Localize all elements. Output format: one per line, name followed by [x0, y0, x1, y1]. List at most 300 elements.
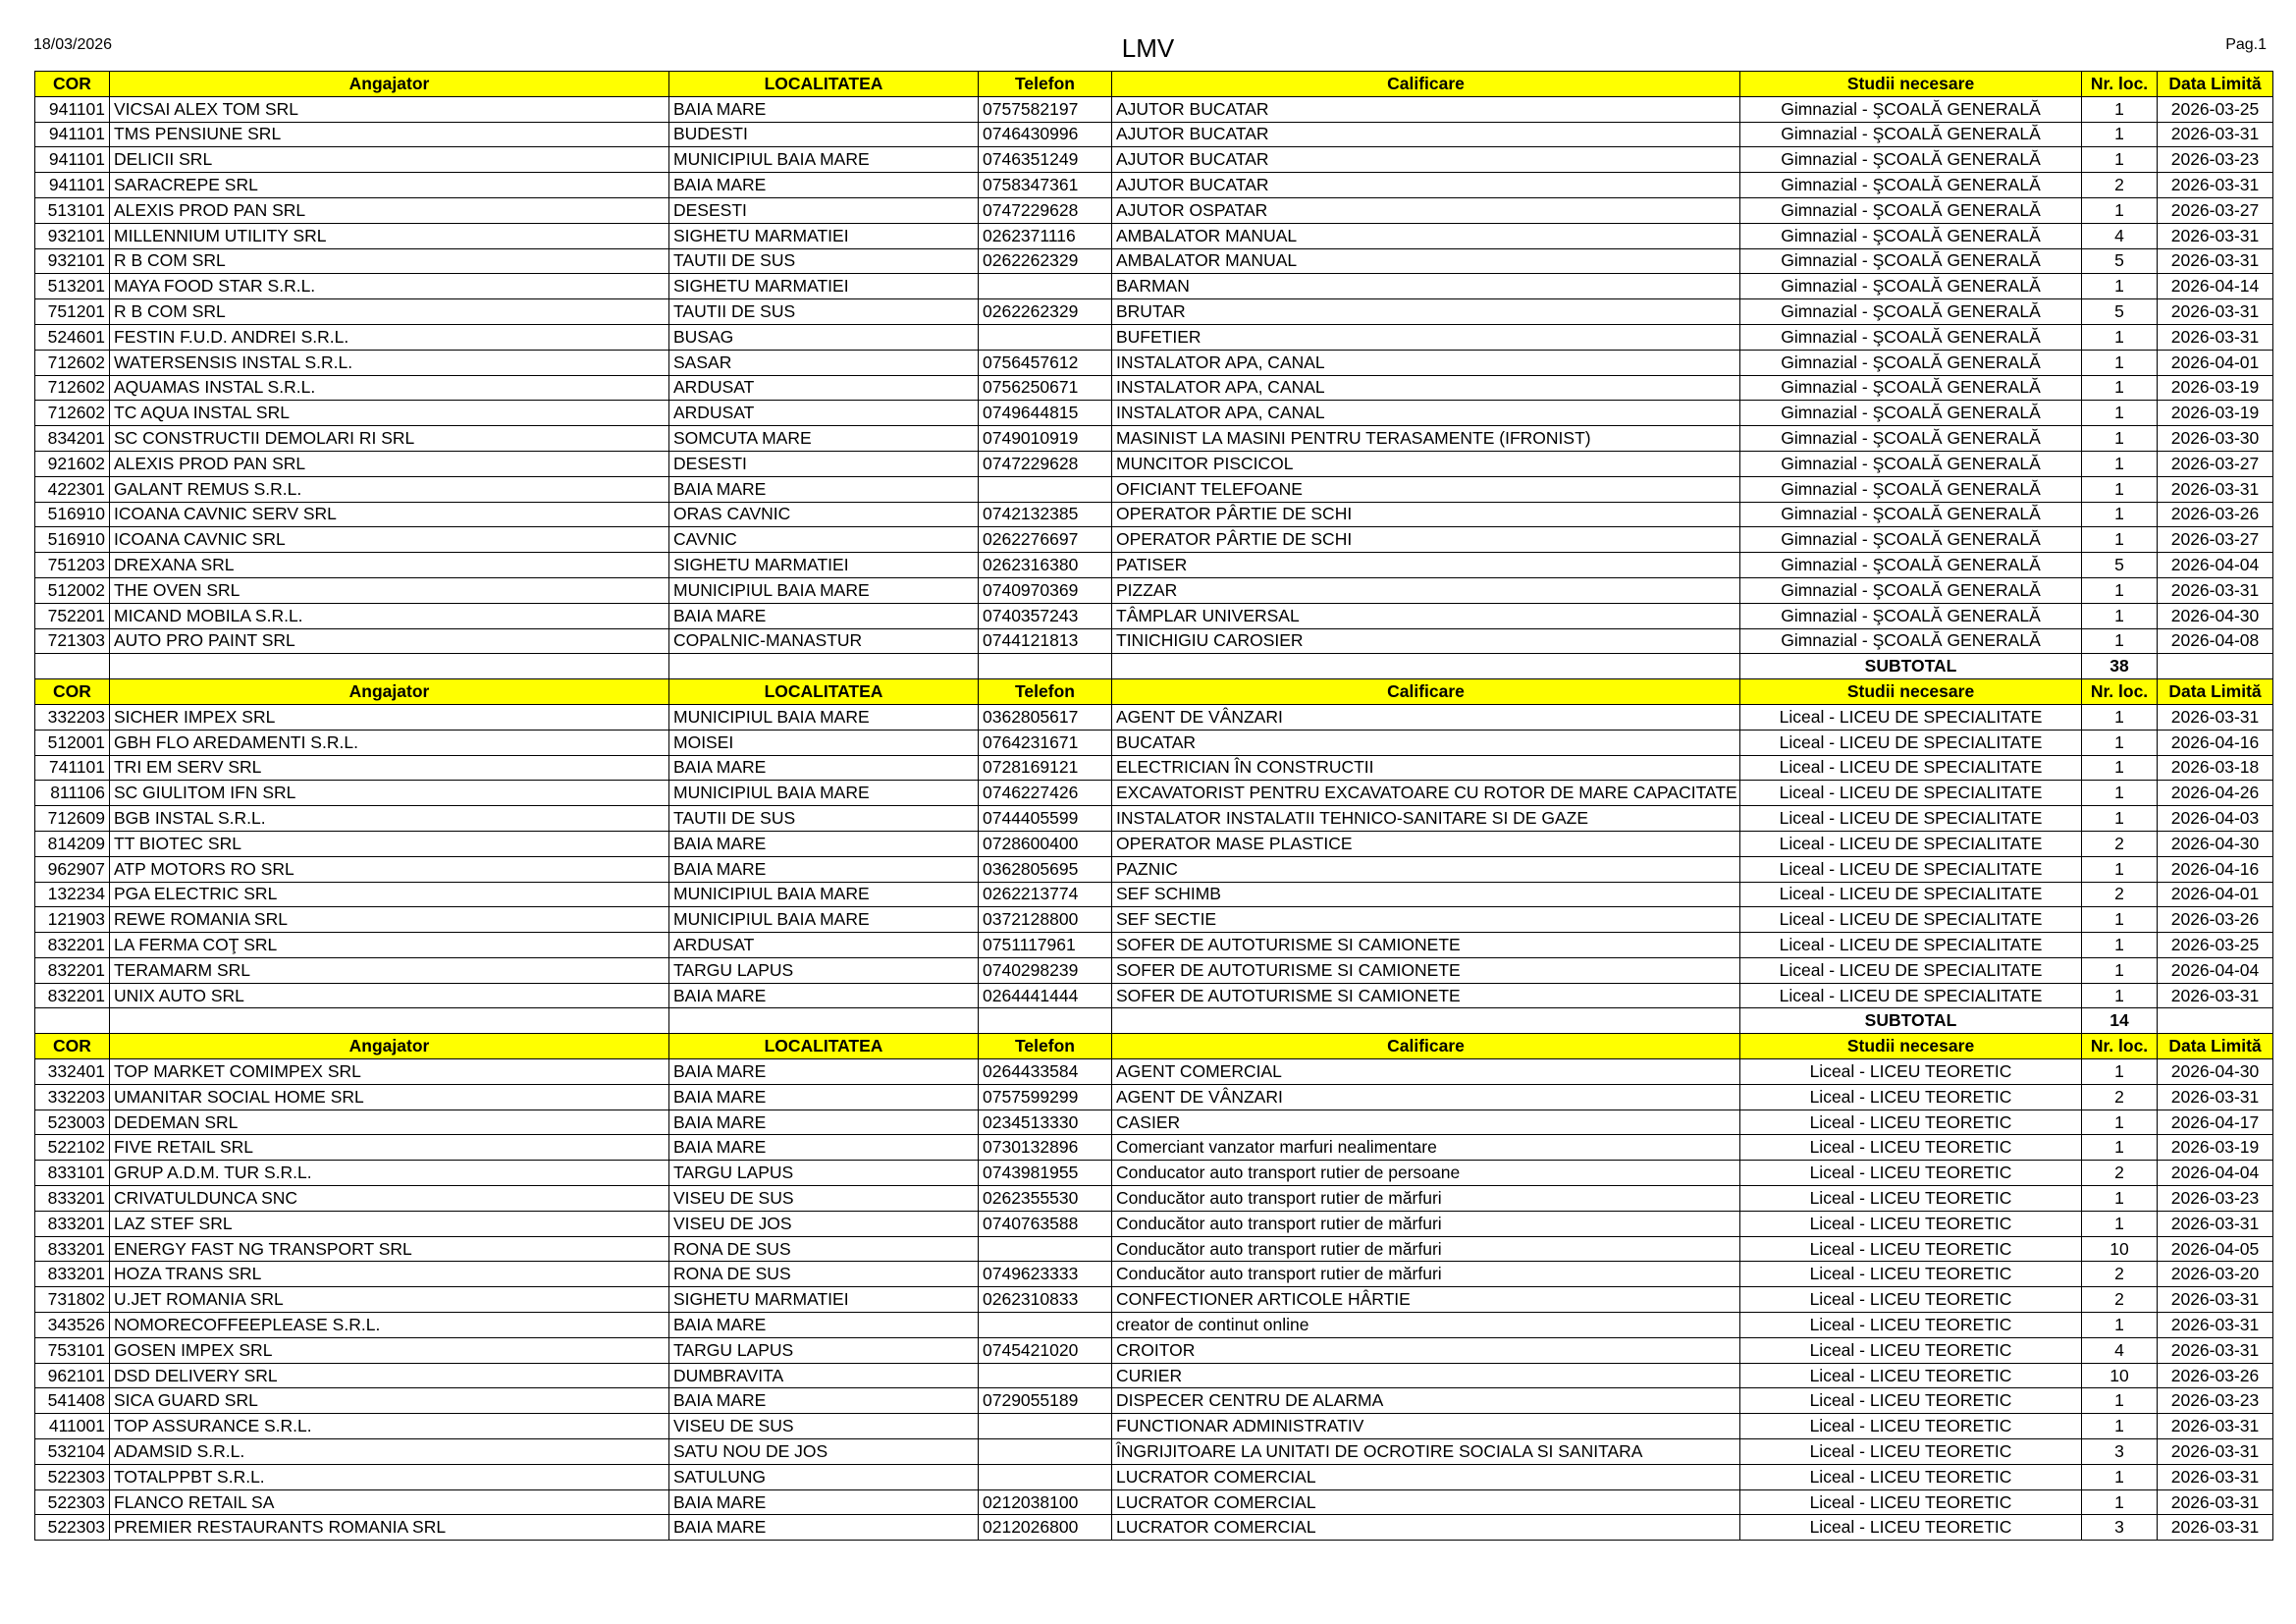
- column-header-employer: Angajator: [110, 72, 669, 97]
- locality-cell: BAIA MARE: [669, 96, 979, 122]
- cor-cell: 751203: [35, 553, 110, 578]
- deadline-cell: 2026-03-31: [2158, 1287, 2273, 1313]
- employer-cell: SICA GUARD SRL: [110, 1388, 669, 1414]
- locality-cell: BAIA MARE: [669, 1135, 979, 1161]
- places-cell: 4: [2082, 223, 2158, 248]
- qualification-cell: OPERATOR PÂRTIE DE SCHI: [1112, 527, 1740, 553]
- places-cell: 5: [2082, 299, 2158, 325]
- table-row: [35, 476, 2273, 502]
- studies-cell: Liceal - LICEU DE SPECIALITATE: [1740, 983, 2082, 1008]
- cor-cell: 832201: [35, 933, 110, 958]
- cor-cell: 752201: [35, 603, 110, 628]
- places-cell: 1: [2082, 274, 2158, 299]
- studies-cell: Liceal - LICEU TEORETIC: [1740, 1110, 2082, 1135]
- employer-cell: DSD DELIVERY SRL: [110, 1363, 669, 1388]
- studies-cell: Liceal - LICEU DE SPECIALITATE: [1740, 781, 2082, 806]
- qualification-cell: SEF SCHIMB: [1112, 882, 1740, 907]
- phone-cell: 0264441444: [979, 983, 1112, 1008]
- employer-cell: SC CONSTRUCTII DEMOLARI RI SRL: [110, 426, 669, 452]
- places-cell: 2: [2082, 1262, 2158, 1287]
- table-row: [35, 882, 2273, 907]
- page-title: LMV: [1121, 33, 1175, 63]
- column-header-phone: Telefon: [979, 679, 1112, 705]
- places-cell: 1: [2082, 96, 2158, 122]
- phone-cell: 0764231671: [979, 730, 1112, 755]
- places-cell: 1: [2082, 324, 2158, 350]
- locality-cell: VISEU DE SUS: [669, 1414, 979, 1439]
- locality-cell: ARDUSAT: [669, 375, 979, 401]
- column-header-places: Nr. loc.: [2082, 1034, 2158, 1059]
- qualification-cell: Conducător auto transport rutier de mărfuri: [1112, 1262, 1740, 1287]
- qualification-cell: ÎNGRIJITOARE LA UNITATI DE OCROTIRE SOCIALA SI SANITARA: [1112, 1439, 1740, 1465]
- qualification-cell: OPERATOR PÂRTIE DE SCHI: [1112, 502, 1740, 527]
- employer-cell: ICOANA CAVNIC SRL: [110, 527, 669, 553]
- table-row: [35, 1464, 2273, 1489]
- phone-cell: 0744405599: [979, 806, 1112, 832]
- phone-cell: [979, 1464, 1112, 1489]
- table-row: [35, 1211, 2273, 1236]
- locality-cell: BAIA MARE: [669, 1059, 979, 1085]
- employer-cell: GRUP A.D.M. TUR S.R.L.: [110, 1161, 669, 1186]
- job-vacancies-table: [34, 71, 2273, 1541]
- phone-cell: [979, 1236, 1112, 1262]
- locality-cell: BAIA MARE: [669, 983, 979, 1008]
- qualification-cell: PIZZAR: [1112, 577, 1740, 603]
- deadline-cell: 2026-03-25: [2158, 933, 2273, 958]
- table-row: [35, 1337, 2273, 1363]
- phone-cell: 0262316380: [979, 553, 1112, 578]
- employer-cell: TT BIOTEC SRL: [110, 831, 669, 856]
- cor-cell: 516910: [35, 527, 110, 553]
- subtotal-value: 38: [2082, 654, 2158, 679]
- empty-cell: [110, 654, 669, 679]
- table-row: [35, 1161, 2273, 1186]
- employer-cell: R B COM SRL: [110, 248, 669, 274]
- locality-cell: TARGU LAPUS: [669, 957, 979, 983]
- studies-cell: Gimnazial - ŞCOALĂ GENERALĂ: [1740, 147, 2082, 173]
- locality-cell: ARDUSAT: [669, 933, 979, 958]
- employer-cell: ATP MOTORS RO SRL: [110, 856, 669, 882]
- deadline-cell: 2026-03-31: [2158, 122, 2273, 147]
- phone-cell: 0234513330: [979, 1110, 1112, 1135]
- cor-cell: 941101: [35, 173, 110, 198]
- column-header-cor: COR: [35, 72, 110, 97]
- deadline-cell: 2026-04-04: [2158, 957, 2273, 983]
- locality-cell: BAIA MARE: [669, 476, 979, 502]
- cor-cell: 941101: [35, 96, 110, 122]
- studies-cell: Liceal - LICEU TEORETIC: [1740, 1262, 2082, 1287]
- employer-cell: CRIVATULDUNCA SNC: [110, 1186, 669, 1212]
- employer-cell: GALANT REMUS S.R.L.: [110, 476, 669, 502]
- cor-cell: 932101: [35, 248, 110, 274]
- places-cell: 2: [2082, 831, 2158, 856]
- places-cell: 1: [2082, 1059, 2158, 1085]
- deadline-cell: 2026-03-27: [2158, 451, 2273, 476]
- qualification-cell: CROITOR: [1112, 1337, 1740, 1363]
- deadline-cell: 2026-03-26: [2158, 502, 2273, 527]
- cor-cell: 712602: [35, 350, 110, 375]
- places-cell: 1: [2082, 527, 2158, 553]
- column-header-deadline: Data Limită: [2158, 72, 2273, 97]
- employer-cell: TMS PENSIUNE SRL: [110, 122, 669, 147]
- table-row: [35, 983, 2273, 1008]
- table-row: [35, 324, 2273, 350]
- qualification-cell: AJUTOR BUCATAR: [1112, 147, 1740, 173]
- cor-cell: 834201: [35, 426, 110, 452]
- deadline-cell: 2026-03-31: [2158, 1515, 2273, 1541]
- locality-cell: SATULUNG: [669, 1464, 979, 1489]
- employer-cell: DELICII SRL: [110, 147, 669, 173]
- studies-cell: Liceal - LICEU TEORETIC: [1740, 1059, 2082, 1085]
- studies-cell: Gimnazial - ŞCOALĂ GENERALĂ: [1740, 401, 2082, 426]
- empty-cell: [669, 1008, 979, 1034]
- qualification-cell: MUNCITOR PISCICOL: [1112, 451, 1740, 476]
- cor-cell: 524601: [35, 324, 110, 350]
- locality-cell: MUNICIPIUL BAIA MARE: [669, 882, 979, 907]
- table-row: [35, 502, 2273, 527]
- places-cell: 1: [2082, 577, 2158, 603]
- deadline-cell: 2026-04-08: [2158, 628, 2273, 654]
- qualification-cell: INSTALATOR APA, CANAL: [1112, 350, 1740, 375]
- places-cell: 2: [2082, 1287, 2158, 1313]
- places-cell: 1: [2082, 426, 2158, 452]
- locality-cell: RONA DE SUS: [669, 1262, 979, 1287]
- deadline-cell: 2026-03-31: [2158, 173, 2273, 198]
- qualification-cell: BUFETIER: [1112, 324, 1740, 350]
- cor-cell: 921602: [35, 451, 110, 476]
- studies-cell: Liceal - LICEU TEORETIC: [1740, 1388, 2082, 1414]
- places-cell: 1: [2082, 1414, 2158, 1439]
- table-row: [35, 1515, 2273, 1541]
- studies-cell: Liceal - LICEU TEORETIC: [1740, 1464, 2082, 1489]
- table-row: [35, 1287, 2273, 1313]
- table-row: [35, 173, 2273, 198]
- phone-cell: 0758347361: [979, 173, 1112, 198]
- phone-cell: 0746430996: [979, 122, 1112, 147]
- table-row: [35, 831, 2273, 856]
- locality-cell: BAIA MARE: [669, 856, 979, 882]
- cor-cell: 962907: [35, 856, 110, 882]
- table-row: [35, 628, 2273, 654]
- cor-cell: 941101: [35, 147, 110, 173]
- empty-cell: [2158, 654, 2273, 679]
- locality-cell: ORAS CAVNIC: [669, 502, 979, 527]
- locality-cell: BAIA MARE: [669, 1515, 979, 1541]
- employer-cell: ICOANA CAVNIC SERV SRL: [110, 502, 669, 527]
- locality-cell: ARDUSAT: [669, 401, 979, 426]
- places-cell: 1: [2082, 704, 2158, 730]
- qualification-cell: LUCRATOR COMERCIAL: [1112, 1489, 1740, 1515]
- table-row: [35, 1135, 2273, 1161]
- employer-cell: REWE ROMANIA SRL: [110, 907, 669, 933]
- empty-cell: [979, 1008, 1112, 1034]
- studies-cell: Liceal - LICEU TEORETIC: [1740, 1515, 2082, 1541]
- places-cell: 1: [2082, 806, 2158, 832]
- locality-cell: BAIA MARE: [669, 1084, 979, 1110]
- header-row: [35, 1034, 2273, 1059]
- locality-cell: BAIA MARE: [669, 755, 979, 781]
- qualification-cell: AMBALATOR MANUAL: [1112, 248, 1740, 274]
- employer-cell: UNIX AUTO SRL: [110, 983, 669, 1008]
- places-cell: 1: [2082, 628, 2158, 654]
- phone-cell: 0212038100: [979, 1489, 1112, 1515]
- phone-cell: 0749644815: [979, 401, 1112, 426]
- phone-cell: 0212026800: [979, 1515, 1112, 1541]
- phone-cell: 0743981955: [979, 1161, 1112, 1186]
- employer-cell: GOSEN IMPEX SRL: [110, 1337, 669, 1363]
- locality-cell: DUMBRAVITA: [669, 1363, 979, 1388]
- table-row: [35, 527, 2273, 553]
- cor-cell: 932101: [35, 223, 110, 248]
- phone-cell: 0262213774: [979, 882, 1112, 907]
- cor-cell: 532104: [35, 1439, 110, 1465]
- empty-cell: [1112, 1008, 1740, 1034]
- column-header-studies: Studii necesare: [1740, 1034, 2082, 1059]
- places-cell: 2: [2082, 173, 2158, 198]
- places-cell: 4: [2082, 1337, 2158, 1363]
- phone-cell: 0747229628: [979, 451, 1112, 476]
- table-row: [35, 401, 2273, 426]
- qualification-cell: TÂMPLAR UNIVERSAL: [1112, 603, 1740, 628]
- places-cell: 1: [2082, 147, 2158, 173]
- phone-cell: 0757599299: [979, 1084, 1112, 1110]
- studies-cell: Gimnazial - ŞCOALĂ GENERALĂ: [1740, 324, 2082, 350]
- studies-cell: Liceal - LICEU DE SPECIALITATE: [1740, 933, 2082, 958]
- phone-cell: 0262355530: [979, 1186, 1112, 1212]
- column-header-locality: LOCALITATEA: [669, 72, 979, 97]
- deadline-cell: 2026-03-31: [2158, 577, 2273, 603]
- studies-cell: Liceal - LICEU TEORETIC: [1740, 1313, 2082, 1338]
- locality-cell: MUNICIPIUL BAIA MARE: [669, 704, 979, 730]
- deadline-cell: 2026-03-26: [2158, 907, 2273, 933]
- studies-cell: Gimnazial - ŞCOALĂ GENERALĂ: [1740, 476, 2082, 502]
- studies-cell: Liceal - LICEU DE SPECIALITATE: [1740, 882, 2082, 907]
- cor-cell: 512002: [35, 577, 110, 603]
- column-header-employer: Angajator: [110, 1034, 669, 1059]
- table-row: [35, 1489, 2273, 1515]
- deadline-cell: 2026-03-31: [2158, 1337, 2273, 1363]
- locality-cell: SATU NOU DE JOS: [669, 1439, 979, 1465]
- qualification-cell: AJUTOR BUCATAR: [1112, 173, 1740, 198]
- employer-cell: TOP MARKET COMIMPEX SRL: [110, 1059, 669, 1085]
- studies-cell: Gimnazial - ŞCOALĂ GENERALĂ: [1740, 350, 2082, 375]
- deadline-cell: 2026-03-31: [2158, 299, 2273, 325]
- phone-cell: 0262262329: [979, 248, 1112, 274]
- employer-cell: TOP ASSURANCE S.R.L.: [110, 1414, 669, 1439]
- locality-cell: MUNICIPIUL BAIA MARE: [669, 907, 979, 933]
- cor-cell: 833201: [35, 1186, 110, 1212]
- phone-cell: [979, 1363, 1112, 1388]
- cor-cell: 811106: [35, 781, 110, 806]
- locality-cell: BAIA MARE: [669, 603, 979, 628]
- locality-cell: COPALNIC-MANASTUR: [669, 628, 979, 654]
- column-header-cor: COR: [35, 679, 110, 705]
- phone-cell: 0262262329: [979, 299, 1112, 325]
- table-row: [35, 122, 2273, 147]
- places-cell: 1: [2082, 197, 2158, 223]
- table-row: [35, 907, 2273, 933]
- studies-cell: Gimnazial - ŞCOALĂ GENERALĂ: [1740, 502, 2082, 527]
- phone-cell: 0262310833: [979, 1287, 1112, 1313]
- employer-cell: U.JET ROMANIA SRL: [110, 1287, 669, 1313]
- deadline-cell: 2026-04-30: [2158, 1059, 2273, 1085]
- deadline-cell: 2026-03-23: [2158, 147, 2273, 173]
- locality-cell: TAUTII DE SUS: [669, 806, 979, 832]
- places-cell: 1: [2082, 375, 2158, 401]
- cor-cell: 523003: [35, 1110, 110, 1135]
- locality-cell: BUSAG: [669, 324, 979, 350]
- column-header-deadline: Data Limită: [2158, 1034, 2273, 1059]
- qualification-cell: Conducător auto transport rutier de mărfuri: [1112, 1211, 1740, 1236]
- employer-cell: UMANITAR SOCIAL HOME SRL: [110, 1084, 669, 1110]
- deadline-cell: 2026-03-31: [2158, 248, 2273, 274]
- table-row: [35, 603, 2273, 628]
- phone-cell: 0740763588: [979, 1211, 1112, 1236]
- employer-cell: PREMIER RESTAURANTS ROMANIA SRL: [110, 1515, 669, 1541]
- cor-cell: 962101: [35, 1363, 110, 1388]
- locality-cell: BAIA MARE: [669, 173, 979, 198]
- phone-cell: 0756457612: [979, 350, 1112, 375]
- places-cell: 1: [2082, 856, 2158, 882]
- qualification-cell: Conducător auto transport rutier de mărfuri: [1112, 1236, 1740, 1262]
- qualification-cell: CASIER: [1112, 1110, 1740, 1135]
- phone-cell: 0264433584: [979, 1059, 1112, 1085]
- studies-cell: Liceal - LICEU TEORETIC: [1740, 1414, 2082, 1439]
- deadline-cell: 2026-03-25: [2158, 96, 2273, 122]
- studies-cell: Gimnazial - ŞCOALĂ GENERALĂ: [1740, 426, 2082, 452]
- column-header-employer: Angajator: [110, 679, 669, 705]
- places-cell: 2: [2082, 1084, 2158, 1110]
- column-header-qualification: Calificare: [1112, 72, 1740, 97]
- locality-cell: VISEU DE JOS: [669, 1211, 979, 1236]
- employer-cell: AUTO PRO PAINT SRL: [110, 628, 669, 654]
- locality-cell: VISEU DE SUS: [669, 1186, 979, 1212]
- phone-cell: 0744121813: [979, 628, 1112, 654]
- employer-cell: THE OVEN SRL: [110, 577, 669, 603]
- locality-cell: SASAR: [669, 350, 979, 375]
- deadline-cell: 2026-03-31: [2158, 1084, 2273, 1110]
- locality-cell: BAIA MARE: [669, 1313, 979, 1338]
- deadline-cell: 2026-03-31: [2158, 983, 2273, 1008]
- studies-cell: Gimnazial - ŞCOALĂ GENERALĂ: [1740, 603, 2082, 628]
- deadline-cell: 2026-03-23: [2158, 1186, 2273, 1212]
- studies-cell: Gimnazial - ŞCOALĂ GENERALĂ: [1740, 274, 2082, 299]
- phone-cell: 0728600400: [979, 831, 1112, 856]
- locality-cell: TARGU LAPUS: [669, 1337, 979, 1363]
- employer-cell: SARACREPE SRL: [110, 173, 669, 198]
- table-row: [35, 1186, 2273, 1212]
- qualification-cell: TINICHIGIU CAROSIER: [1112, 628, 1740, 654]
- table-row: [35, 806, 2273, 832]
- studies-cell: Liceal - LICEU TEORETIC: [1740, 1489, 2082, 1515]
- employer-cell: MAYA FOOD STAR S.R.L.: [110, 274, 669, 299]
- places-cell: 1: [2082, 603, 2158, 628]
- qualification-cell: creator de continut online: [1112, 1313, 1740, 1338]
- table-row: [35, 248, 2273, 274]
- phone-cell: 0730132896: [979, 1135, 1112, 1161]
- phone-cell: [979, 1439, 1112, 1465]
- deadline-cell: 2026-03-30: [2158, 426, 2273, 452]
- locality-cell: MOISEI: [669, 730, 979, 755]
- employer-cell: R B COM SRL: [110, 299, 669, 325]
- studies-cell: Liceal - LICEU DE SPECIALITATE: [1740, 907, 2082, 933]
- employer-cell: FESTIN F.U.D. ANDREI S.R.L.: [110, 324, 669, 350]
- deadline-cell: 2026-03-31: [2158, 223, 2273, 248]
- cor-cell: 121903: [35, 907, 110, 933]
- cor-cell: 522303: [35, 1515, 110, 1541]
- places-cell: 1: [2082, 122, 2158, 147]
- deadline-cell: 2026-03-27: [2158, 527, 2273, 553]
- qualification-cell: Comerciant vanzator marfuri nealimentare: [1112, 1135, 1740, 1161]
- places-cell: 1: [2082, 401, 2158, 426]
- cor-cell: 512001: [35, 730, 110, 755]
- places-cell: 1: [2082, 350, 2158, 375]
- qualification-cell: Conducător auto transport rutier de mărfuri: [1112, 1186, 1740, 1212]
- deadline-cell: 2026-04-17: [2158, 1110, 2273, 1135]
- cor-cell: 751201: [35, 299, 110, 325]
- deadline-cell: 2026-04-16: [2158, 730, 2273, 755]
- cor-cell: 332203: [35, 704, 110, 730]
- qualification-cell: AJUTOR OSPATAR: [1112, 197, 1740, 223]
- locality-cell: MUNICIPIUL BAIA MARE: [669, 577, 979, 603]
- employer-cell: HOZA TRANS SRL: [110, 1262, 669, 1287]
- places-cell: 1: [2082, 933, 2158, 958]
- qualification-cell: OFICIANT TELEFOANE: [1112, 476, 1740, 502]
- qualification-cell: ELECTRICIAN ÎN CONSTRUCTII: [1112, 755, 1740, 781]
- places-cell: 10: [2082, 1363, 2158, 1388]
- phone-cell: 0362805617: [979, 704, 1112, 730]
- qualification-cell: MASINIST LA MASINI PENTRU TERASAMENTE (IFRONIST): [1112, 426, 1740, 452]
- qualification-cell: INSTALATOR APA, CANAL: [1112, 401, 1740, 426]
- qualification-cell: PAZNIC: [1112, 856, 1740, 882]
- studies-cell: Gimnazial - ŞCOALĂ GENERALĂ: [1740, 375, 2082, 401]
- cor-cell: 516910: [35, 502, 110, 527]
- employer-cell: SC GIULITOM IFN SRL: [110, 781, 669, 806]
- table-row: [35, 957, 2273, 983]
- employer-cell: SICHER IMPEX SRL: [110, 704, 669, 730]
- studies-cell: Gimnazial - ŞCOALĂ GENERALĂ: [1740, 299, 2082, 325]
- locality-cell: CAVNIC: [669, 527, 979, 553]
- deadline-cell: 2026-04-30: [2158, 603, 2273, 628]
- employer-cell: DEDEMAN SRL: [110, 1110, 669, 1135]
- places-cell: 1: [2082, 1186, 2158, 1212]
- table-row: [35, 933, 2273, 958]
- deadline-cell: 2026-03-19: [2158, 375, 2273, 401]
- employer-cell: BGB INSTAL S.R.L.: [110, 806, 669, 832]
- column-header-studies: Studii necesare: [1740, 679, 2082, 705]
- column-header-locality: LOCALITATEA: [669, 679, 979, 705]
- phone-cell: 0749623333: [979, 1262, 1112, 1287]
- empty-cell: [35, 654, 110, 679]
- qualification-cell: BUCATAR: [1112, 730, 1740, 755]
- employer-cell: ENERGY FAST NG TRANSPORT SRL: [110, 1236, 669, 1262]
- deadline-cell: 2026-03-31: [2158, 1313, 2273, 1338]
- deadline-cell: 2026-03-23: [2158, 1388, 2273, 1414]
- qualification-cell: AGENT DE VÂNZARI: [1112, 704, 1740, 730]
- table-row: [35, 197, 2273, 223]
- phone-cell: 0749010919: [979, 426, 1112, 452]
- cor-cell: 833201: [35, 1262, 110, 1287]
- deadline-cell: 2026-03-31: [2158, 1464, 2273, 1489]
- column-header-locality: LOCALITATEA: [669, 1034, 979, 1059]
- phone-cell: 0746351249: [979, 147, 1112, 173]
- studies-cell: Gimnazial - ŞCOALĂ GENERALĂ: [1740, 577, 2082, 603]
- employer-cell: MICAND MOBILA S.R.L.: [110, 603, 669, 628]
- studies-cell: Liceal - LICEU TEORETIC: [1740, 1084, 2082, 1110]
- places-cell: 3: [2082, 1515, 2158, 1541]
- studies-cell: Liceal - LICEU TEORETIC: [1740, 1337, 2082, 1363]
- deadline-cell: 2026-03-31: [2158, 1439, 2273, 1465]
